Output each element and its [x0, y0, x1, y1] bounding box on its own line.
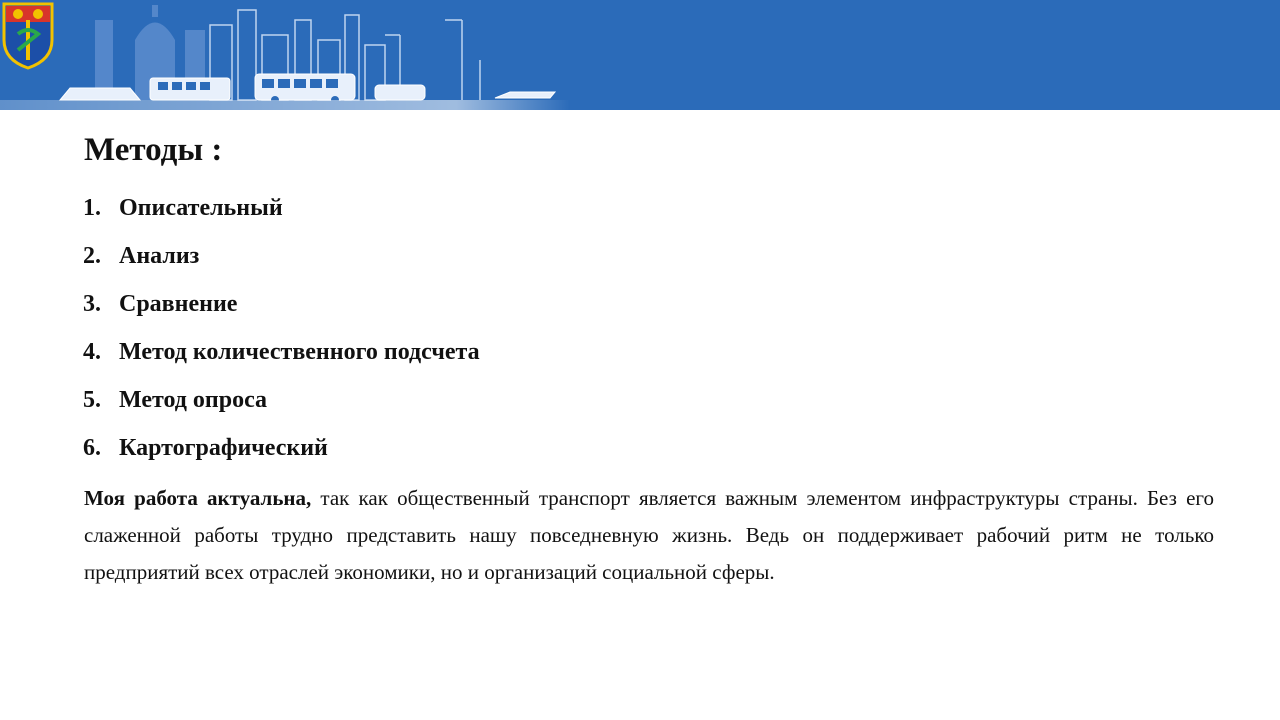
list-number: 3. [83, 291, 101, 317]
list-item [83, 237, 480, 285]
list-number: 5. [83, 387, 101, 413]
list-number: 2. [83, 243, 101, 269]
list-item [83, 189, 480, 237]
header-banner [0, 0, 1280, 110]
list-item [83, 285, 480, 333]
list-number: 1. [83, 195, 101, 221]
paragraph-text: так как общественный транспорт является важным элементом инфраструктуры страны. Без его слаженной работы трудно представить нашу повседневную жизнь. Ведь он поддерживает рабочий ритм не только предприятий всех отраслей экономики, но и организаций социальной сферы. [84, 486, 1214, 584]
list-number: 4. [83, 339, 101, 365]
list-number: 6. [83, 435, 101, 461]
methods-list [83, 189, 480, 477]
list-item-label: Картографический [119, 435, 328, 461]
list-item-label: Анализ [119, 243, 200, 269]
slide-title: Методы : [84, 132, 223, 168]
city-skyline-illustration [0, 0, 570, 110]
list-item [83, 429, 480, 477]
list-item [83, 381, 480, 429]
list-item-label: Описательный [119, 195, 283, 221]
list-item-label: Сравнение [119, 291, 238, 317]
coat-of-arms-icon [0, 0, 56, 70]
relevance-paragraph [84, 480, 1214, 591]
list-item-label: Метод опроса [119, 387, 268, 413]
paragraph-lead: Моя работа актуальна, [84, 486, 312, 510]
list-item-label: Метод количественного подсчета [119, 339, 480, 365]
list-item [83, 333, 480, 381]
